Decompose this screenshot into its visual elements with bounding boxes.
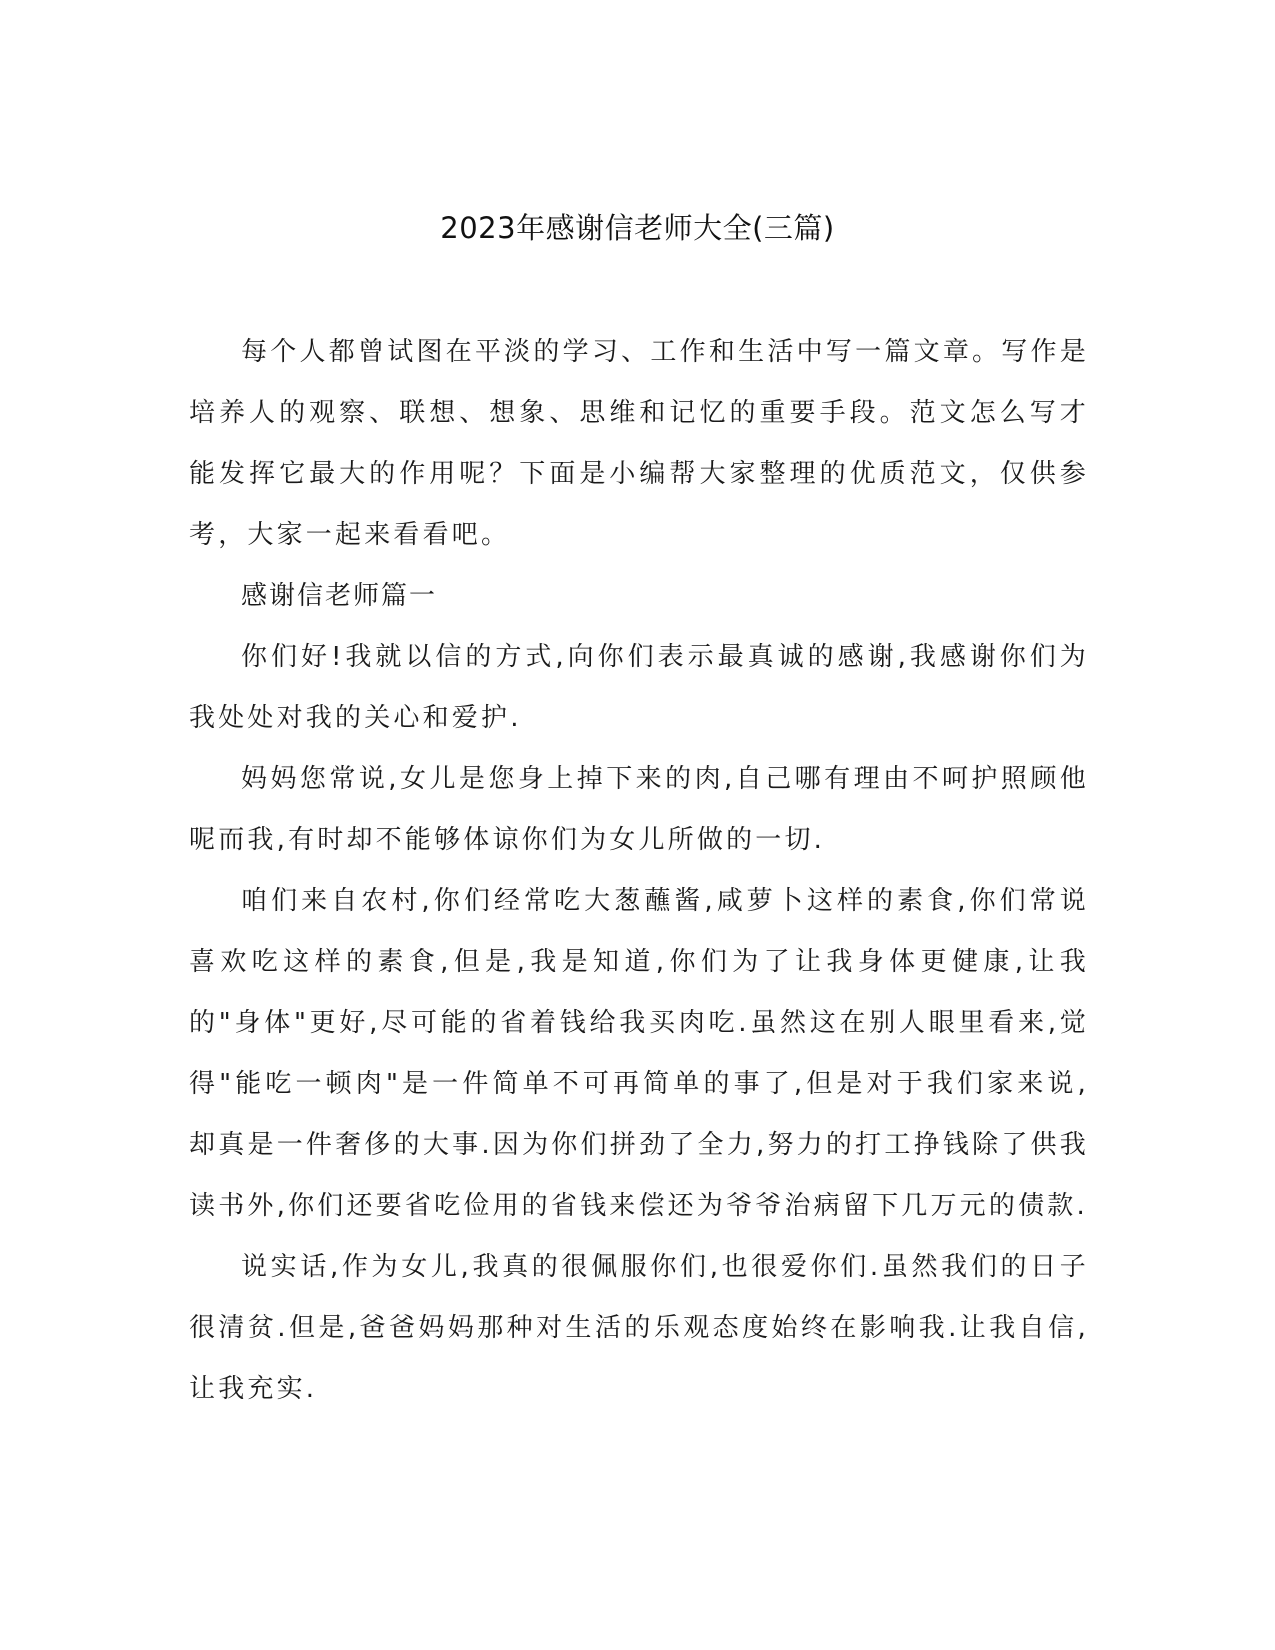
intro-paragraph: 每个人都曾试图在平淡的学习、工作和生活中写一篇文章。写作是培养人的观察、联想、想象、思维和记忆的重要手段。范文怎么写才能发挥它最大的作用呢？下面是小编帮大家整理的优质范文，仅供参考，大家一起来看看吧。	[189, 337, 1089, 550]
section-heading: 感谢信老师篇一	[241, 581, 438, 611]
document-title: 2023年感谢信老师大全(三篇)	[440, 211, 835, 245]
document-body	[189, 322, 1089, 1420]
body-paragraph: 妈妈您常说,女儿是您身上掉下来的肉,自己哪有理由不呵护照顾他呢而我,有时却不能够体谅你们为女儿所做的一切.	[189, 764, 1089, 855]
body-paragraph: 说实话,作为女儿,我真的很佩服你们,也很爱你们.虽然我们的日子很清贫.但是,爸爸妈妈那种对生活的乐观态度始终在影响我.让我自信,让我充实.	[189, 1252, 1089, 1404]
body-paragraph: 你们好!我就以信的方式,向你们表示最真诚的感谢,我感谢你们为我处处对我的关心和爱护.	[189, 642, 1089, 733]
body-paragraph: 咱们来自农村,你们经常吃大葱蘸酱,咸萝卜这样的素食,你们常说喜欢吃这样的素食,但是,我是知道,你们为了让我身体更健康,让我的"身体"更好,尽可能的省着钱给我买肉吃.虽然这在别人眼里看来,觉得"能吃一顿肉"是一件简单不可再简单的事了,但是对于我们家来说,却真是一件奢侈的大事.因为你们拼劲了全力,努力的打工挣钱除了供我读书外,你们还要省吃俭用的省钱来偿还为爷爷治病留下几万元的债款.	[189, 886, 1089, 1221]
